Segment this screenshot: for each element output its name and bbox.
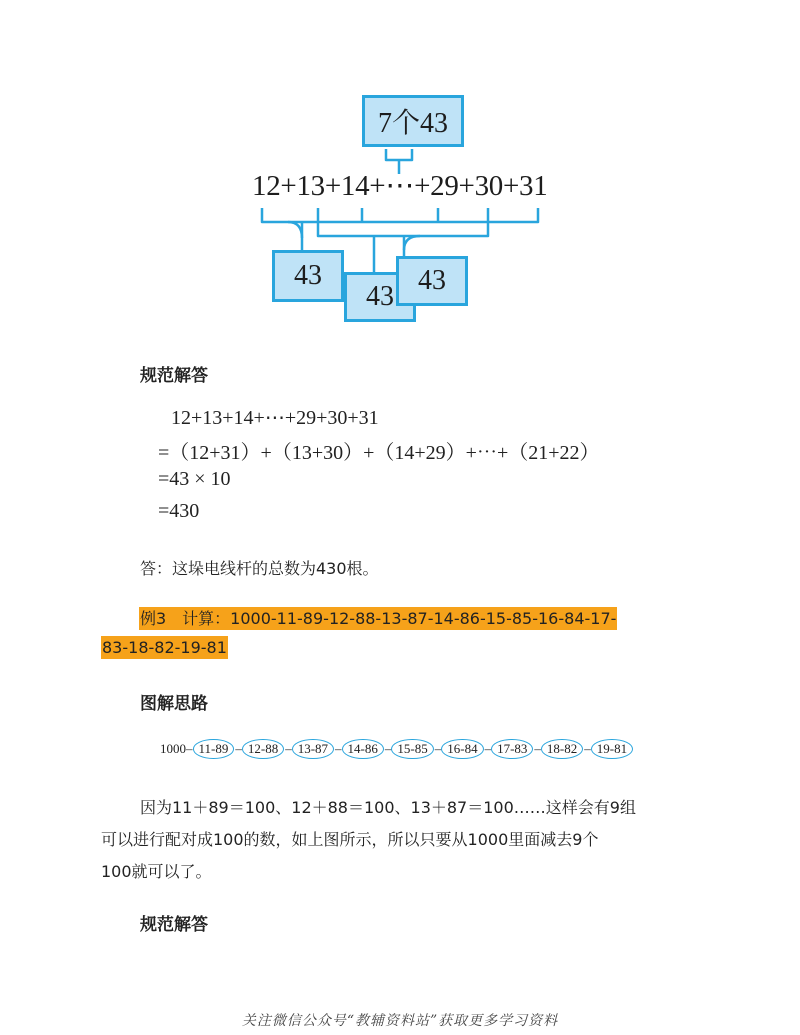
example3-text-1: 例3 计算：1000-11-89-12-88-13-87-14-86-15-85-16-84-17- xyxy=(140,609,617,628)
section-heading-solution: 规范解答 xyxy=(140,366,208,386)
calc-line-1: 12+13+14+⋯+29+30+31 xyxy=(171,407,379,429)
pair-oval: 18-82 xyxy=(541,739,583,759)
curve-right xyxy=(404,236,420,250)
calc-line-2: =（12+31）+（13+30）+（14+29）+⋯+（21+22） xyxy=(158,442,600,464)
pair-oval: 14-86 xyxy=(342,739,384,759)
chain-dash: – xyxy=(534,741,541,756)
chain-dash: – xyxy=(384,741,392,756)
calc-line-3: =43 × 10 xyxy=(158,468,231,490)
chain-start: 1000 xyxy=(160,741,186,756)
example3-line-2 xyxy=(101,638,228,657)
calc-line-4: =430 xyxy=(158,500,200,522)
pair-oval: 15-85 xyxy=(391,739,433,759)
chain-dash: – xyxy=(434,741,442,756)
pair-oval: 16-84 xyxy=(441,739,483,759)
bottom-box-left: 43 xyxy=(272,250,344,302)
explanation-line-3: 100就可以了。 xyxy=(101,862,212,881)
example3-text-2: 83-18-82-19-81 xyxy=(102,638,227,657)
chain-dash: – xyxy=(186,741,193,756)
answer-text: 答：这垛电线杆的总数为430根。 xyxy=(140,559,379,578)
series-expression: 12+13+14+⋯+29+30+31 xyxy=(252,170,548,202)
top-box: 7个43 xyxy=(362,95,464,147)
pair-oval: 11-89 xyxy=(193,739,235,759)
chain-dash: – xyxy=(285,741,292,756)
explanation-line-2: 可以进行配对成100的数，如上图所示，所以只要从1000里面减去9个 xyxy=(101,830,599,849)
example3-line-1 xyxy=(139,606,617,629)
pair-oval: 12-88 xyxy=(242,739,284,759)
outer-brace xyxy=(262,208,538,222)
section-heading-diagram-thinking: 图解思路 xyxy=(140,694,208,714)
bottom-box-right: 43 xyxy=(396,256,468,306)
curve-left xyxy=(288,222,302,238)
pair-oval: 19-81 xyxy=(591,739,633,759)
chain-dash: – xyxy=(235,741,242,756)
pair-oval: 13-87 xyxy=(292,739,334,759)
section-heading-solution-2: 规范解答 xyxy=(140,915,208,935)
explanation-line-1: 因为11＋89＝100、12＋88＝100、13＋87＝100……这样会有9组 xyxy=(140,798,636,817)
bottom-box-middle: 43 xyxy=(344,272,416,322)
inner-brace xyxy=(362,208,438,222)
chain-dash: – xyxy=(584,741,591,756)
pair-chain xyxy=(160,738,633,760)
pair-oval: 17-83 xyxy=(491,739,533,759)
chain-dash: – xyxy=(335,741,342,756)
chain-dash: – xyxy=(484,741,492,756)
footer-note: 关注微信公众号“教辅资料站”获取更多学习资料 xyxy=(241,1013,559,1029)
